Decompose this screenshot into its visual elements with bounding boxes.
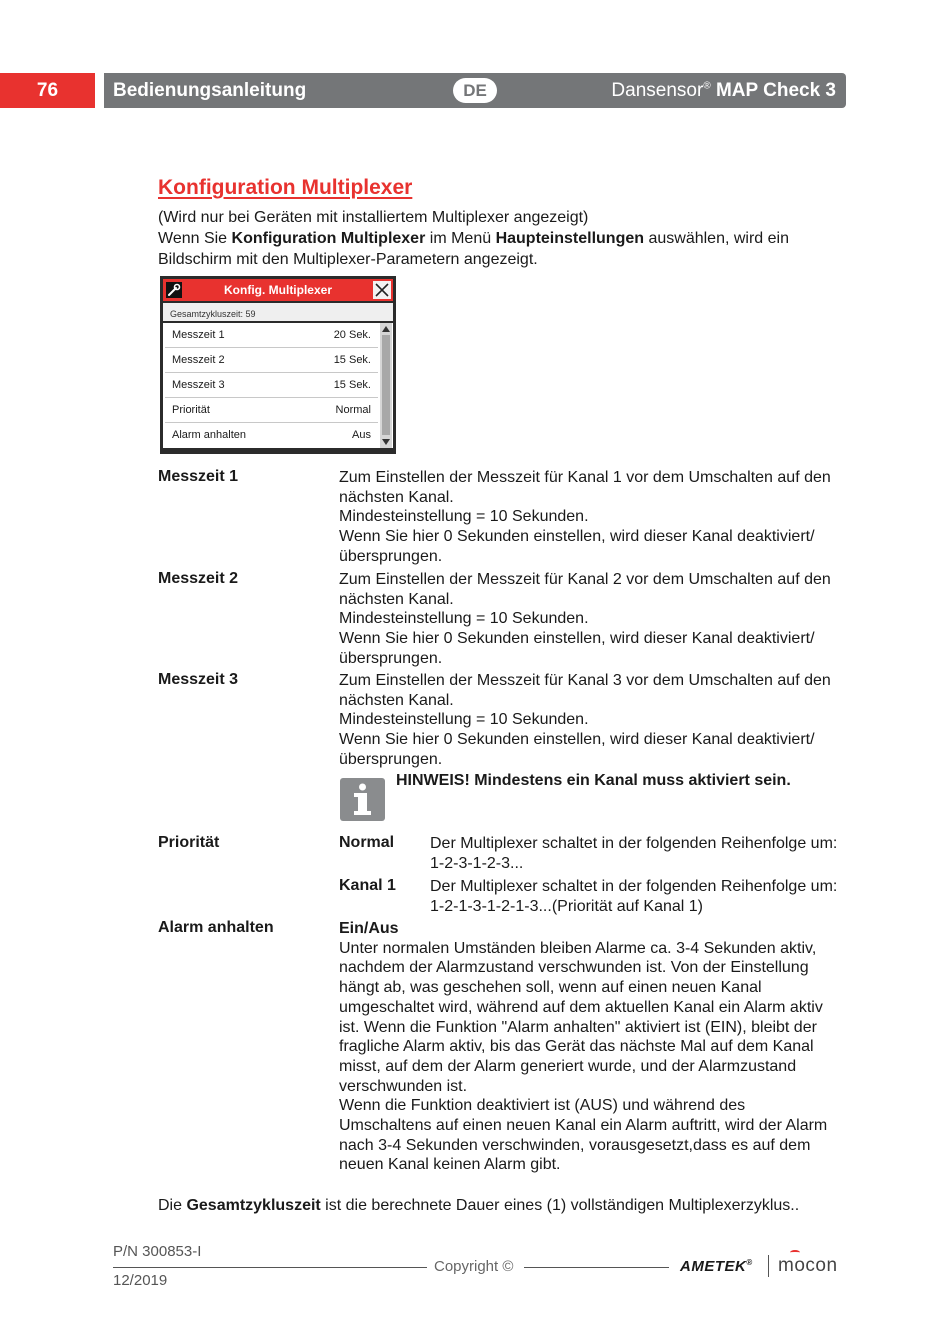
- row-label: Priorität: [172, 404, 210, 416]
- alarm-heading: Ein/Aus: [339, 920, 399, 937]
- close-icon[interactable]: [373, 281, 391, 299]
- screen-title-bar: [163, 279, 393, 301]
- scroll-thumb[interactable]: [382, 335, 390, 435]
- priority-option-kanal1: Kanal 1: [339, 877, 396, 894]
- row-value: Normal: [335, 404, 371, 416]
- mocon-logo: mocon: [778, 1255, 838, 1276]
- alarm-paragraph-2: Wenn die Funktion deaktiviert ist (AUS) und während des Umschaltens auf einen neuen Kanal ein Alarm auftritt, wird der Alarm nach 3-4 Sekunden verschwinden, vorausgesetzt,dass es auf dem neuen Kanal keinen Alarm gibt.: [339, 1097, 828, 1174]
- product-title: [611, 73, 836, 108]
- intro-bold-menu: Haupteinstellungen: [495, 230, 645, 247]
- closing-text: [158, 1197, 799, 1215]
- desc-line: Wenn Sie hier 0 Sekunden einstellen, wird dieser Kanal deaktiviert/ übersprungen.: [339, 630, 815, 667]
- priority-option-normal-desc: Der Multiplexer schaltet in der folgenden Reihenfolge um: 1-2-3-1-2-3...: [430, 835, 838, 872]
- desc-messzeit-3: [339, 671, 839, 770]
- term-messzeit-3: Messzeit 3: [158, 671, 239, 688]
- screen-list: [163, 323, 393, 448]
- footer-date: 12/2019: [113, 1272, 168, 1289]
- desc-line: Mindesteinstellung = 10 Sekunden.: [339, 711, 589, 729]
- row-label: Messzeit 3: [172, 379, 225, 391]
- product-prefix: Dansensor: [611, 80, 704, 101]
- screen-row[interactable]: [165, 348, 378, 373]
- screen-row[interactable]: [165, 423, 378, 448]
- screen-title: Konfig. Multiplexer: [224, 283, 332, 297]
- term-messzeit-1: Messzeit 1: [158, 468, 239, 485]
- intro-text-run: Wenn Sie: [158, 230, 232, 247]
- desc-line: Mindesteinstellung = 10 Sekunden.: [339, 508, 589, 526]
- alarm-paragraph-1: Unter normalen Umständen bleiben Alarme ca. 3-4 Sekunden aktiv, nachdem der Alarmzustand verschwunden ist. Von der Einstellung hängt ab, was geschehen soll, wenn auf einen neuen Kanal umgeschaltet wird, während auf dem aktuellen Kanal ein Alarm aktiv ist. Wenn die Funktion "Alarm anhalten" aktiviert ist (EIN), bleibt der fragliche Alarm aktiv, bis das Gerät das nächste Mal auf dem Kanal misst, auf dem der Alarm generiert wurde, und der Alarmzustand verschwunden ist.: [339, 939, 823, 1095]
- page-title: Konfiguration Multiplexer: [158, 176, 413, 199]
- priority-option-normal: Normal: [339, 834, 395, 851]
- screen-row[interactable]: [165, 323, 378, 348]
- row-value: 15 Sek.: [333, 379, 371, 391]
- desc-line: Zum Einstellen der Messzeit für Kanal 2 vor dem Umschalten auf den nächsten Kanal.: [339, 571, 831, 608]
- header-bar: [104, 73, 846, 108]
- section-title: Bedienungsanleitung: [113, 80, 307, 101]
- ametek-registered: ®: [746, 1258, 753, 1267]
- desc-messzeit-1: [339, 468, 839, 567]
- desc-line: Wenn Sie hier 0 Sekunden einstellen, wird dieser Kanal deaktiviert/ übersprungen.: [339, 731, 815, 768]
- term-priority: Priorität: [158, 834, 220, 851]
- logo-divider: [768, 1255, 769, 1277]
- ametek-logo: [680, 1258, 753, 1275]
- desc-messzeit-2: [339, 570, 839, 669]
- row-value: 20 Sek.: [333, 329, 371, 341]
- note-text: HINWEIS! Mindestens ein Kanal muss aktiviert sein.: [396, 772, 791, 789]
- row-value: Aus: [352, 429, 371, 441]
- closing-run: ist die berechnete Dauer eines (1) vollständigen Multiplexerzyklus..: [320, 1197, 800, 1214]
- scroll-up-icon[interactable]: [382, 326, 390, 332]
- footer-rule: [524, 1267, 669, 1268]
- priority-option-kanal1-desc: Der Multiplexer schaltet in der folgenden Reihenfolge um: 1-2-1-3-1-2-1-3...(Priorität auf Kanal 1): [430, 878, 838, 915]
- wrench-icon[interactable]: [166, 282, 182, 298]
- screen-summary: Gesamtzykluszeit: 59: [163, 301, 393, 323]
- screen-row[interactable]: [165, 373, 378, 398]
- term-messzeit-2: Messzeit 2: [158, 570, 239, 587]
- intro-bold-menu-item: Konfiguration Multiplexer: [231, 230, 426, 247]
- language-badge: DE: [453, 78, 497, 103]
- copyright: Copyright ©: [434, 1258, 514, 1275]
- desc-line: Mindesteinstellung = 10 Sekunden.: [339, 610, 589, 628]
- closing-bold-term: Gesamtzykluszeit: [186, 1197, 321, 1214]
- ametek-logo-text: AMETEK: [680, 1258, 747, 1275]
- intro-text: [158, 207, 838, 270]
- intro-text-run: auswählen, wird ein Bildschirm mit den Multiplexer-Parametern angezeigt.: [158, 230, 789, 268]
- info-icon: [340, 778, 385, 821]
- desc-line: Zum Einstellen der Messzeit für Kanal 3 vor dem Umschalten auf den nächsten Kanal.: [339, 672, 831, 709]
- intro-line-1: (Wird nur bei Geräten mit installiertem Multiplexer angezeigt): [158, 209, 589, 226]
- registered-mark: ®: [703, 80, 711, 92]
- term-alarm-hold: Alarm anhalten: [158, 919, 274, 936]
- part-number: P/N 300853-I: [113, 1243, 202, 1260]
- page-number: 76: [0, 73, 95, 108]
- scroll-down-icon[interactable]: [382, 439, 390, 445]
- desc-line: Wenn Sie hier 0 Sekunden einstellen, wird dieser Kanal deaktiviert/ übersprungen.: [339, 528, 815, 565]
- row-label: Messzeit 2: [172, 354, 225, 366]
- footer-rule: [113, 1267, 427, 1268]
- row-label: Messzeit 1: [172, 329, 225, 341]
- closing-run: Die: [158, 1197, 187, 1214]
- screen-scrollbar[interactable]: [380, 323, 392, 448]
- desc-line: Zum Einstellen der Messzeit für Kanal 1 vor dem Umschalten auf den nächsten Kanal.: [339, 469, 831, 506]
- screen-row[interactable]: [165, 398, 378, 423]
- intro-text-run: im Menü: [425, 230, 496, 247]
- desc-alarm-hold: [339, 919, 839, 1175]
- row-value: 15 Sek.: [333, 354, 371, 366]
- device-screen: [160, 276, 396, 454]
- product-name: MAP Check 3: [715, 80, 836, 101]
- row-label: Alarm anhalten: [172, 429, 246, 441]
- intro-line-2: [158, 228, 838, 270]
